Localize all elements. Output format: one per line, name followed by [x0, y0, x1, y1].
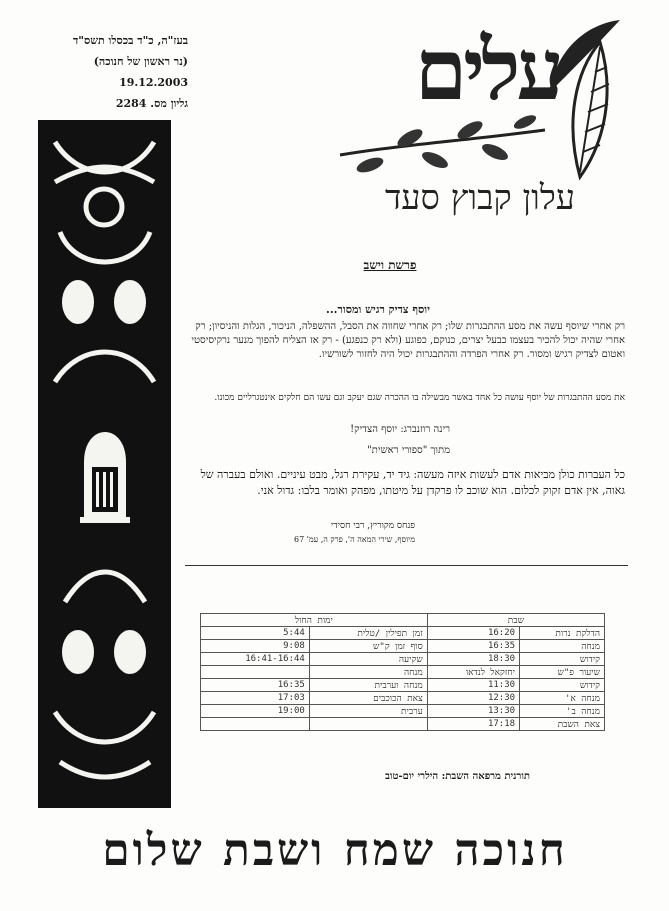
weekday-header: ימות החול: [201, 614, 428, 627]
table-cell-s-time: 17:18: [427, 718, 519, 731]
article-paragraph-2: את מסע ההתבגרות של יוסף עושה כל אחד באשר מבשילה בו ההכרה שגם יעקב וגם עשו הם חלקים אינטגרליים מכונו.: [214, 393, 625, 403]
table-cell-s-time: 12:30: [427, 692, 519, 705]
table-cell-s-label: צאת השבת: [520, 718, 605, 731]
article-title: יוסף צדיק רגיש ומסור...: [326, 303, 430, 316]
holiday-greeting: חנוכה שמח ושבת שלום: [102, 825, 568, 876]
table-cell-w-label: צאת הכוכבים: [309, 692, 427, 705]
table-cell-s-time: 11:30: [427, 679, 519, 692]
parasha-title: פרשת וישב: [363, 258, 417, 272]
ornamental-border: [38, 120, 171, 808]
table-cell-s-label: הדלקת נרות: [520, 627, 605, 640]
table-cell-w-time: 16:35: [201, 679, 310, 692]
table-row: [201, 718, 605, 731]
table-row: [201, 705, 605, 718]
hebrew-date: בעז"ה, כ"ד בכסלו תשס"ד: [72, 34, 188, 47]
table-cell-w-label: [309, 718, 427, 731]
article-paragraph-3: כל העברות כולן מביאות אדם לעשות איזה מעשה: גיד יד, עקירת רגל, מבט עיניים. ואולם בעברה של גאוה, אין אדם זקוק לכלום. הוא שוכב לו פרקדן על מיטתו, מפהק ואומר בלבו: גדול אני.: [200, 468, 625, 497]
table-row: [201, 692, 605, 705]
quote-author: רינה רוזנברג: יוסף הצדיק!: [350, 424, 450, 435]
prayer-times-table: [200, 613, 605, 731]
table-cell-s-time: 16:35: [427, 640, 519, 653]
table-cell-w-time: 9:08: [201, 640, 310, 653]
table-cell-s-label: מנחה: [520, 640, 605, 653]
article-paragraph-1: רק אחרי שיוסף עשה את מסע ההתבגרות שלו; רק אחרי שחווה את הסבל, ההשפלה, הניכור, הגלות והניסיון; רק אחרי שהיה יכול להכיר בעצמו כבעל יצרים, כנוקם, כפוגע (ולא רק כנפגע) - רק אז הצליח להפוך מנער נרקיסיסטי ואטום לצדיק רגיש ומסור. רק אחרי הפרדה וההתבגרות יכול היה לחזור לשורשיו.: [191, 321, 625, 360]
shabbat-header: שבת: [427, 614, 604, 627]
table-row: [201, 679, 605, 692]
table-cell-s-time: 18:30: [427, 653, 519, 666]
sprig-icon: [330, 110, 550, 180]
table-cell-s-label: מנחה א': [520, 692, 605, 705]
table-cell-s-time: 16:20: [427, 627, 519, 640]
table-cell-w-time: [201, 666, 310, 679]
table-cell-s-label: קידוש: [520, 653, 605, 666]
clinic-duty-note: תורנית מרפאה השבת: הילרי יום-טוב: [385, 771, 530, 782]
table-cell-w-label: מנחה: [309, 666, 427, 679]
table-cell-w-label: זמן תפילין /טלית: [309, 627, 427, 640]
issue-number: גליון מס. 2284: [115, 97, 188, 110]
table-cell-w-time: 19:00: [201, 705, 310, 718]
divider: [185, 565, 628, 566]
table-row: [201, 653, 605, 666]
table-cell-s-label: קידוש: [520, 679, 605, 692]
table-cell-s-time: 13:30: [427, 705, 519, 718]
leaf-icon: [545, 12, 625, 182]
table-row: [201, 666, 605, 679]
table-row: [201, 640, 605, 653]
gregorian-date: 19.12.2003: [119, 76, 188, 89]
masthead-subtitle: עלון קבוץ סעד: [384, 178, 575, 218]
table-cell-w-time: 16:41-16:44: [201, 653, 310, 666]
table-cell-w-label: שקיעה: [309, 653, 427, 666]
table-cell-w-time: 17:03: [201, 692, 310, 705]
occasion: (נר ראשון של חנוכה): [93, 55, 188, 68]
table-cell-s-label: שיעור פ"ש: [520, 666, 605, 679]
issue-info: [38, 30, 188, 114]
table-cell-w-label: ערבית: [309, 705, 427, 718]
table-cell-s-time: יחזקאל לנדאו: [427, 666, 519, 679]
table-row: [201, 627, 605, 640]
quote-source: מתוך "ספורי ראשית": [367, 445, 450, 456]
table-cell-w-time: 5:44: [201, 627, 310, 640]
signature: פנחס מקוריץ, רבי חסידי: [330, 521, 415, 531]
signature-source: מיוסף, שירי המאה ה', פרק ה, עמ' 67: [293, 535, 415, 544]
table-cell-s-label: מנחה ב': [520, 705, 605, 718]
masthead-logo: עלים: [414, 20, 560, 119]
table-header-row: [201, 614, 605, 627]
table-cell-w-label: סוף זמן ק"ש: [309, 640, 427, 653]
table-cell-w-label: מנחה וערבית: [309, 679, 427, 692]
table-cell-w-time: [201, 718, 310, 731]
